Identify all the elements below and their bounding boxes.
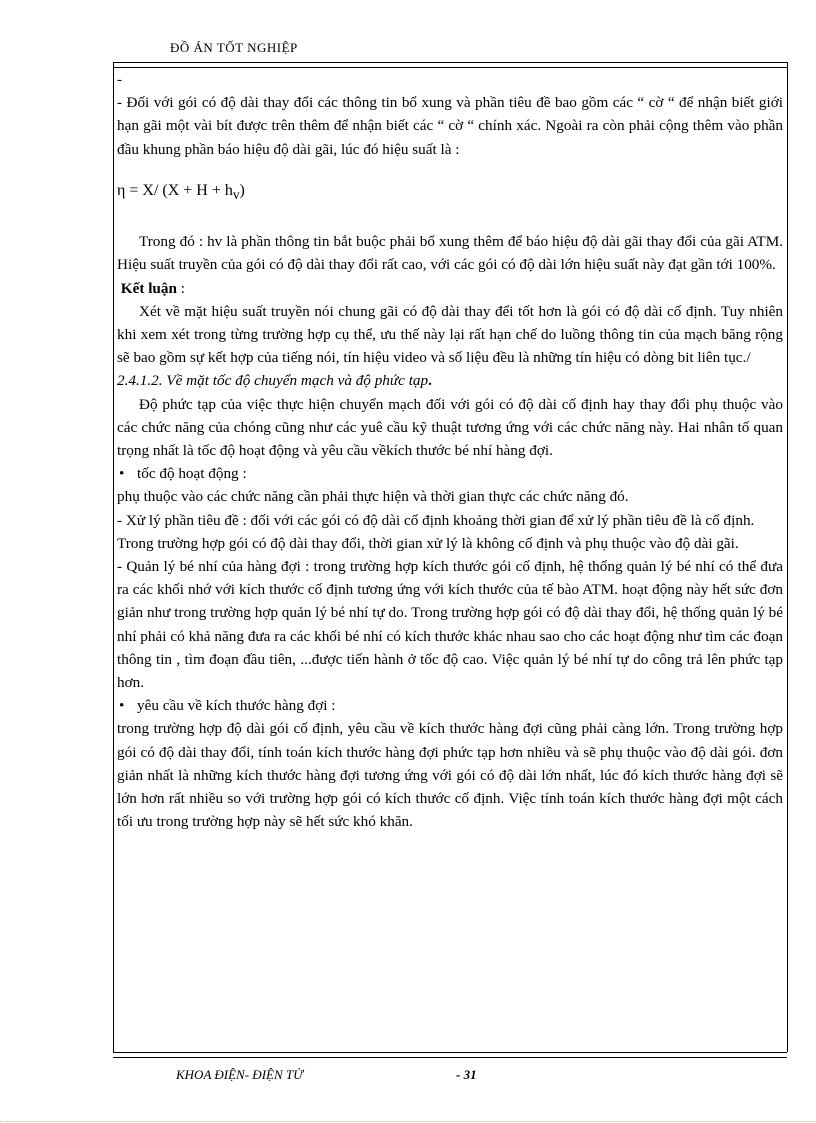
page-header: ĐỒ ÁN TỐT NGHIỆP	[170, 40, 298, 55]
paragraph-depends-on-functions: phụ thuộc vào các chức năng cần phải thực hiện và thời gian thực các chức năng đó.	[117, 488, 629, 506]
bullet-queue-size	[117, 694, 783, 717]
paragraph-header-processing: - Xử lý phần tiêu đề : đối với các gói có độ dài cố định khoảng thời gian để xử lý phần tiêu đề là cố định.	[117, 511, 755, 529]
paragraph-queue-size: trong trường hợp độ dài gói cố định, yêu cầu về kích thước hàng đợi cũng phải càng lớn. Trong trường hợp gói có độ dài thay đổi, tính toán kích thước hàng đợi phức tạp hơn nhiều và sẽ phụ thuộc vào độ dài gói. đơn giản nhất là những kích thước hàng đợi tương ứng với gói có độ dài lớn nhất, lúc đó kích thước hàng đợi sẽ lớn hơn rất nhiều so với trường hợp gói có kích thước cố định. Việc tính toán kích thước hàng đợi một cách tối ưu trong trường hợp này sẽ hết sức khó khăn.	[117, 720, 783, 831]
paragraph-variable-length-overhead: - Đối với gói có độ dài thay đổi các thông tin bổ xung và phần tiêu đề bao gồm các “ cờ “ để nhận biết giới hạn gãi một vài bít được trên thêm để nhận biết các “ cờ “ chính xác. Ngoài ra còn phải cộng thêm vào phần đầu khung phần báo hiệu độ dài gãi, lúc đó hiệu suất là :	[117, 94, 783, 158]
bullet-icon: •	[119, 465, 125, 483]
paragraph-conclusion: Xét về mặt hiệu suất truyền nói chung gãi có độ dài thay đểi tốt hơn là gói có độ dài cố định. Tuy nhiên khi xem xét trong từng trường hợp cụ thể, ưu thế này lại rất hạn chế do luồng thông tin của mạch băng rộng sẽ bao gồm sự kết hợp của tiếng nói, tín hiệu video và số liệu đều là những tín hiệu có dòng bit liên tục./	[117, 302, 783, 367]
paragraph-variable-length-processing: Trong trường hợp gói có độ dài thay đổi, thời gian xử lý là không cố định và phụ thuộc vào độ dài gãi.	[117, 534, 739, 552]
document-body	[117, 68, 783, 833]
conclusion-label: Kết luận	[120, 279, 177, 297]
conclusion-colon: :	[176, 279, 185, 297]
bullet-operating-speed	[117, 462, 783, 485]
bullet-text: yêu cầu về kích thước hàng đợi :	[137, 697, 336, 715]
conclusion-heading	[117, 277, 783, 300]
bullet-icon: •	[119, 697, 125, 715]
paragraph-where-hv: Trong đó : hv là phần thông tin bắt buộc phải bổ xung thêm để báo hiệu độ dài gãi thay đổi của gãi ATM. Hiệu suất truyền của gói có độ dài thay đổi rất cao, với các gói có độ dài lớn hiệu suất này đạt gần tới 100%.	[117, 233, 783, 274]
frame-left-border	[113, 62, 114, 1052]
stray-dash: -	[117, 71, 123, 88]
formula-subscript: v	[232, 187, 240, 202]
formula-main: η = X/ (X + H + h	[117, 181, 233, 199]
bullet-text: tốc độ hoạt động :	[137, 465, 247, 483]
footer-page-number: - 31	[456, 1067, 477, 1082]
frame-right-border	[787, 62, 788, 1052]
section-heading	[117, 369, 783, 392]
paragraph-complexity: Độ phức tạp của việc thực hiện chuyển mạch đối với gói có độ dài cố định hay thay đổi phụ thuộc vào các chức năng của chóng cũng như các yuê cầu kỹ thuật tương ứng với các chức năng này. Hai nhân tố quan trọng nhất là tốc độ hoạt động và yêu cầu vềkích thước bé nhí hàng đợi.	[117, 395, 783, 460]
frame-bottom-border	[113, 1052, 787, 1058]
section-title: Về mặt tốc độ chuyển mạch và độ phức tạp	[166, 372, 429, 390]
section-dot: .	[428, 372, 432, 390]
paragraph-queue-memory-management: - Quản lý bé nhí của hàng đợi : trong trường hợp kích thước gói cố định, hệ thống quản lý bé nhí có thể đưa ra các khối nhớ với kích thước cố định tương ứng với kích thước của tế bào ATM. hoạt động này hết sức đơn giản như trong trường hợp quản lý bé nhí tự do. Trong trường hợp gói có độ dài thay đổi, hệ thống quản lý bé nhí phải có khả năng đưa ra các khối bé nhí có kích thước khác nhau sao cho các hoạt động như tìm các đoạn thông tin , tìm đoạn đầu tiên, ...được tiến hành ở tốc độ cao. Việc quản lý bé nhí tự do công trả lên phức tạp hơn.	[117, 558, 783, 692]
formula-end: )	[239, 181, 245, 199]
footer-department: KHOA ĐIỆN- ĐIỆN TỬ	[176, 1067, 303, 1082]
page-edge-divider	[0, 1121, 816, 1122]
section-number: 2.4.1.2.	[117, 372, 167, 390]
efficiency-formula	[117, 179, 783, 206]
